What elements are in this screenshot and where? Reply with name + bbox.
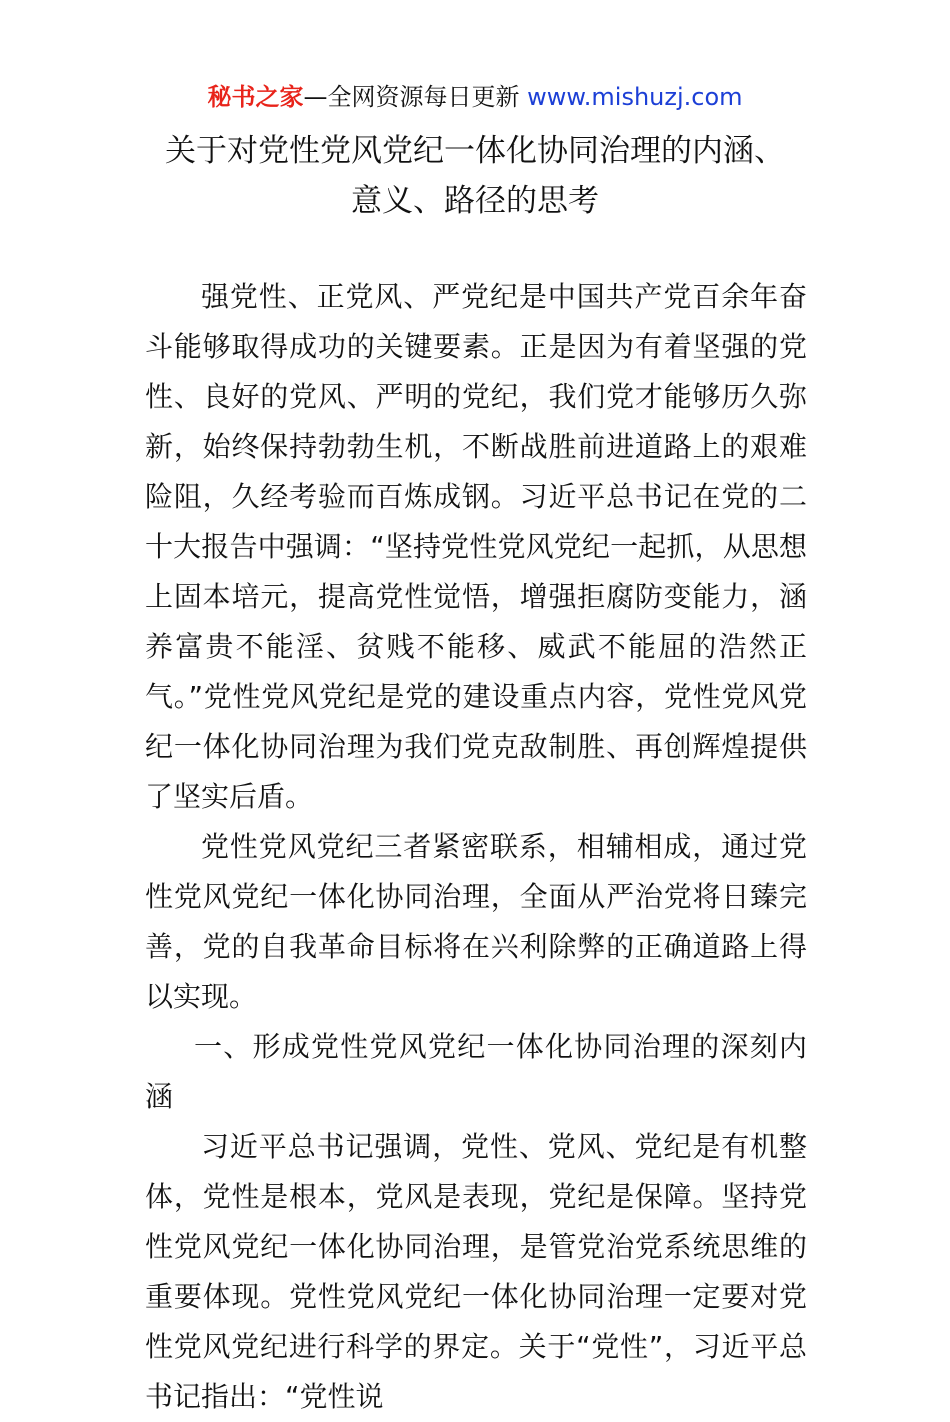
document-title [0,126,950,226]
title-line-2: 意义、路径的思考 [351,183,599,219]
document-body [145,272,807,1422]
site-url-link[interactable]: www.mishuzj.com [527,83,743,111]
section-heading-1: 一、形成党性党风党纪一体化协同治理的深刻内涵 [145,1030,807,1113]
site-brand: 秘书之家 [207,83,304,111]
site-tagline: —全网资源每日更新 [303,83,528,111]
title-line-1: 关于对党性党风党纪一体化协同治理的内涵、 [165,133,785,169]
paragraph-section-1: 习近平总书记强调，党性、党风、党纪是有机整体，党性是根本，党风是表现，党纪是保障。坚持党性党风党纪一体化协同治理，是管党治党系统思维的重要体现。党性党风党纪一体化协同治理一定要对党性党风党纪进行科学的界定。关于“党性”，习近平总书记指出：“党性说 [145,1130,807,1413]
paragraph-relation: 党性党风党纪三者紧密联系，相辅相成，通过党性党风党纪一体化协同治理，全面从严治党将日臻完善，党的自我革命目标将在兴利除弊的正确道路上得以实现。 [145,830,807,1013]
site-header [0,80,950,114]
paragraph-intro: 强党性、正党风、严党纪是中国共产党百余年奋斗能够取得成功的关键要素。正是因为有着坚强的党性、良好的党风、严明的党纪，我们党才能够历久弥新，始终保持勃勃生机，不断战胜前进道路上的艰难险阻，久经考验而百炼成钢。习近平总书记在党的二十大报告中强调：“坚持党性党风党纪一起抓，从思想上固本培元，提高党性觉悟，增强拒腐防变能力，涵养富贵不能淫、贫贱不能移、威武不能屈的浩然正气。”党性党风党纪是党的建设重点内容，党性党风党纪一体化协同治理为我们党克敌制胜、再创辉煌提供了坚实后盾。 [145,280,807,813]
